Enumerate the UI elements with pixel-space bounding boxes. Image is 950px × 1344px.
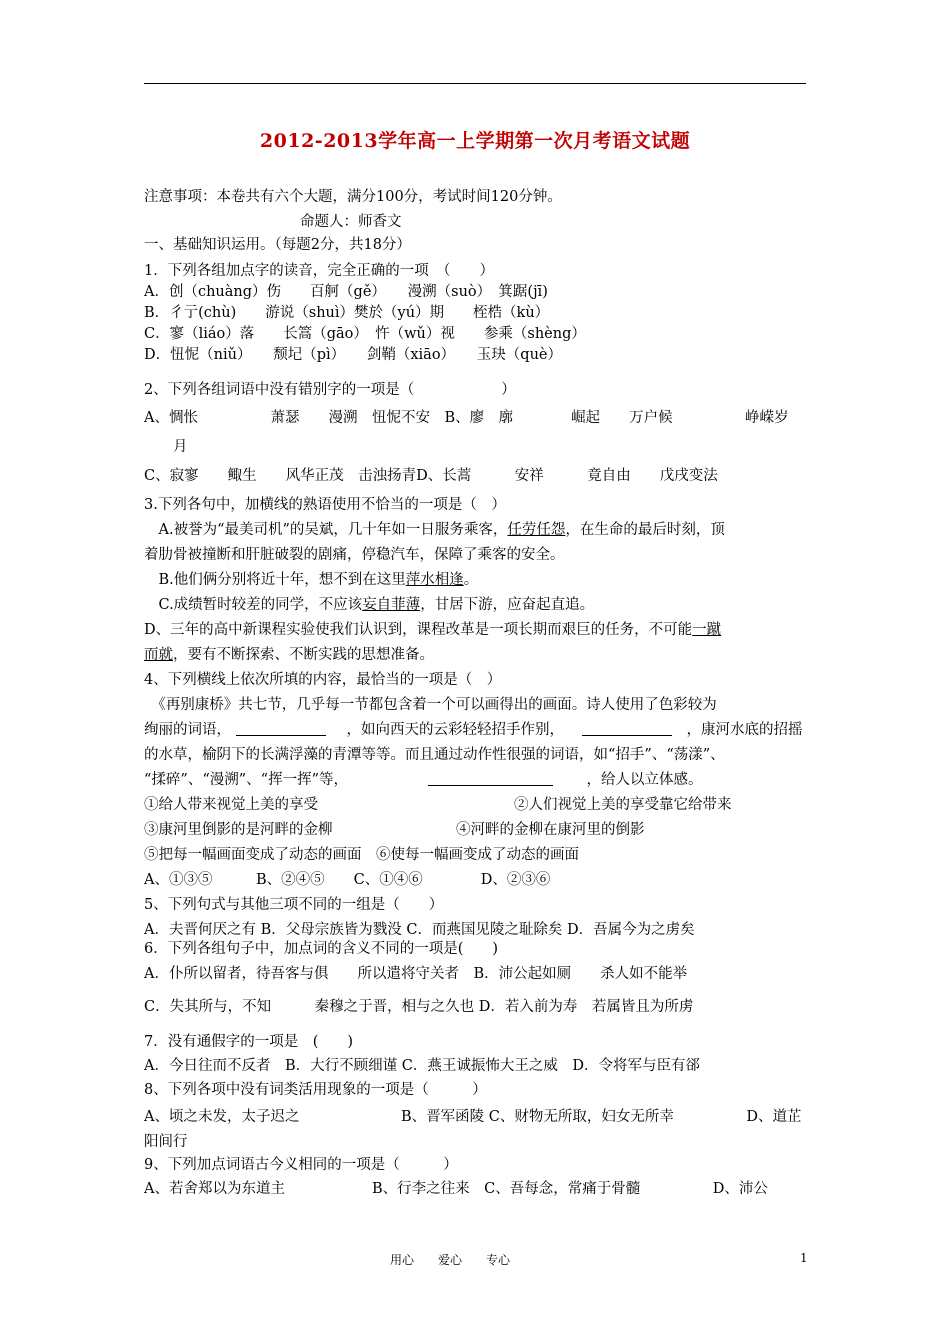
section-heading: 一、基础知识运用。（每题2分，共18分） <box>144 237 411 253</box>
notice-text: 注意事项：本卷共有六个大题，满分100分，考试时间120分钟。 <box>144 189 562 205</box>
q4-passage-1: 《再别康桥》共七节，几乎每一节都包含着一个可以画得出的画面。诗人使用了色彩较为 <box>144 697 717 713</box>
q4-passage-2a: 绚丽的词语， <box>144 722 231 738</box>
q4-choice-3: ③康河里倒影的是河畔的金柳 <box>144 822 333 838</box>
q9-options: A、若舍郑以为东道主 B、行李之往来 C、吾每念，常痛于骨髓 D、沛公 <box>144 1181 768 1197</box>
question-4: 4、下列横线上依次所填的内容，最恰当的一项是（ ） <box>144 672 502 688</box>
q8-options-cont: 阳间行 <box>144 1134 188 1150</box>
q4-choice-1: ①给人带来视觉上美的享受 <box>144 797 318 813</box>
question-6: 6．下列各组句子中，加点词的含义不同的一项是( ) <box>144 941 499 957</box>
q8-options: A、顷之未发，太子迟之 B、晋军函陵 C、财物无所取，妇女无所幸 D、道芷 <box>144 1109 802 1125</box>
q4-passage-2c: ，康河水底的招摇 <box>672 722 803 738</box>
q4-passage-2b: ，如向西天的云彩轻轻招手作别， <box>332 722 564 738</box>
q4-passage-4b: ，给人以立体感。 <box>572 772 703 788</box>
q3-option-d-cont: 而就，要有不断探索、不断实践的思想准备。 <box>144 647 434 663</box>
question-9: 9、下列加点词语古今义相同的一项是（ ） <box>144 1157 458 1173</box>
q3-option-d: D、三年的高中新课程实验使我们认识到，课程改革是一项长期而艰巨的任务，不可能一蹴 <box>144 622 722 638</box>
author-line: 命题人：师香文 <box>300 214 402 230</box>
underlined-idiom: 而就 <box>144 647 173 663</box>
underlined-idiom: 一蹴 <box>692 622 722 638</box>
q2-options-cd: C、寂寥 鲰生 风华正茂 击浊扬青D、长蒿 安祥 竟自由 戊戌变法 <box>144 468 718 484</box>
exam-title: 2012-2013学年高一上学期第一次月考语文试题 <box>259 130 691 152</box>
q3-option-a-cont: 着肋骨被撞断和肝脏破裂的剧痛，停稳汽车，保障了乘客的安全。 <box>144 547 565 563</box>
underlined-idiom: 萍水相逢 <box>405 572 464 588</box>
footer-motto: 用心 爱心 专心 <box>390 1253 511 1267</box>
q4-blank-3 <box>428 771 553 786</box>
q4-blank-2 <box>582 721 672 736</box>
q6-options-cd: C．失其所与，不知 秦穆之于晋，相与之久也 D．若入前为寿 若属皆且为所虏 <box>144 999 694 1015</box>
page-number: 1 <box>800 1251 808 1265</box>
q1-option-d: D．忸怩（niǔ） 颓圮（pì） 剑鞘（xiāo） 玉玦（què） <box>144 347 562 363</box>
q4-options: A、①③⑤ B、②④⑤ C、①④⑥ D、②③⑥ <box>144 872 551 888</box>
q4-passage-3: 的水草，榆阴下的长满浮藻的青潭等等。而且通过动作性很强的词语，如“招手”、“荡漾”、 <box>144 747 725 763</box>
q3-option-c: C.成绩暂时较差的同学，不应该妄自菲薄，甘居下游，应奋起直追。 <box>144 597 595 613</box>
q3-option-a: A.被誉为“最美司机”的吴斌，几十年如一日服务乘客，任劳任怨，在生命的最后时刻，顶 <box>144 522 725 538</box>
q4-choice-2: ②人们视觉上美的享受靠它给带来 <box>514 797 732 813</box>
header-rule <box>144 83 806 84</box>
question-3: 3.下列各句中，加横线的熟语使用不恰当的一项是（ ） <box>144 497 506 513</box>
q4-passage-4a: “揉碎”、“漫溯”、“挥一挥”等， <box>144 772 348 788</box>
q6-options-ab: A．仆所以留者，待吾客与俱 所以遣将守关者 B．沛公起如厕 杀人如不能举 <box>144 966 688 982</box>
q2-options-ab-cont: 月 <box>144 439 188 455</box>
question-7: 7．没有通假字的一项是 ( ) <box>144 1034 354 1050</box>
question-5: 5、下列句式与其他三项不同的一组是（ ） <box>144 897 444 913</box>
q7-options: A．今日往而不反者 B．大行不顾细谨 C．燕王诚振怖大王之威 D．令将军与臣有郤 <box>144 1058 700 1074</box>
q4-choice-4: ④河畔的金柳在康河里的倒影 <box>456 822 645 838</box>
underlined-idiom: 妄自菲薄 <box>362 597 421 613</box>
q4-choice-5-6: ⑤把每一幅画面变成了动态的画面 ⑥使每一幅画变成了动态的画面 <box>144 847 579 863</box>
q1-option-b: B．彳亍(chù) 游说（shuì）樊於（yú）期 桎梏（kù） <box>144 305 550 321</box>
question-8: 8、下列各项中没有词类活用现象的一项是（ ） <box>144 1082 487 1098</box>
question-1: 1．下列各组加点字的读音，完全正确的一项 （ ） <box>144 263 494 279</box>
question-2: 2、下列各组词语中没有错别字的一项是（ ） <box>144 382 516 398</box>
underlined-idiom: 任劳任怨 <box>507 522 566 538</box>
q4-blank-1 <box>236 721 326 736</box>
q3-option-b: B.他们俩分别将近十年，想不到在这里萍水相逢。 <box>144 572 479 588</box>
q5-options: A．夫晋何厌之有 B．父母宗族皆为戮没 C．而燕国见陵之耻除矣 D．吾属今为之虏矣 <box>144 922 695 938</box>
q1-option-a: A．创（chuàng）伤 百舸（gě） 漫溯（suò） 箕踞(jī) <box>144 284 548 300</box>
q2-options-ab: A、惆怅 萧瑟 漫溯 忸怩不安 B、廖 廓 崛起 万户候 峥嵘岁 <box>144 410 789 426</box>
q1-option-c: C．寥（liáo）落 长篙（gāo） 忤（wǔ）视 参乘（shèng） <box>144 326 586 342</box>
